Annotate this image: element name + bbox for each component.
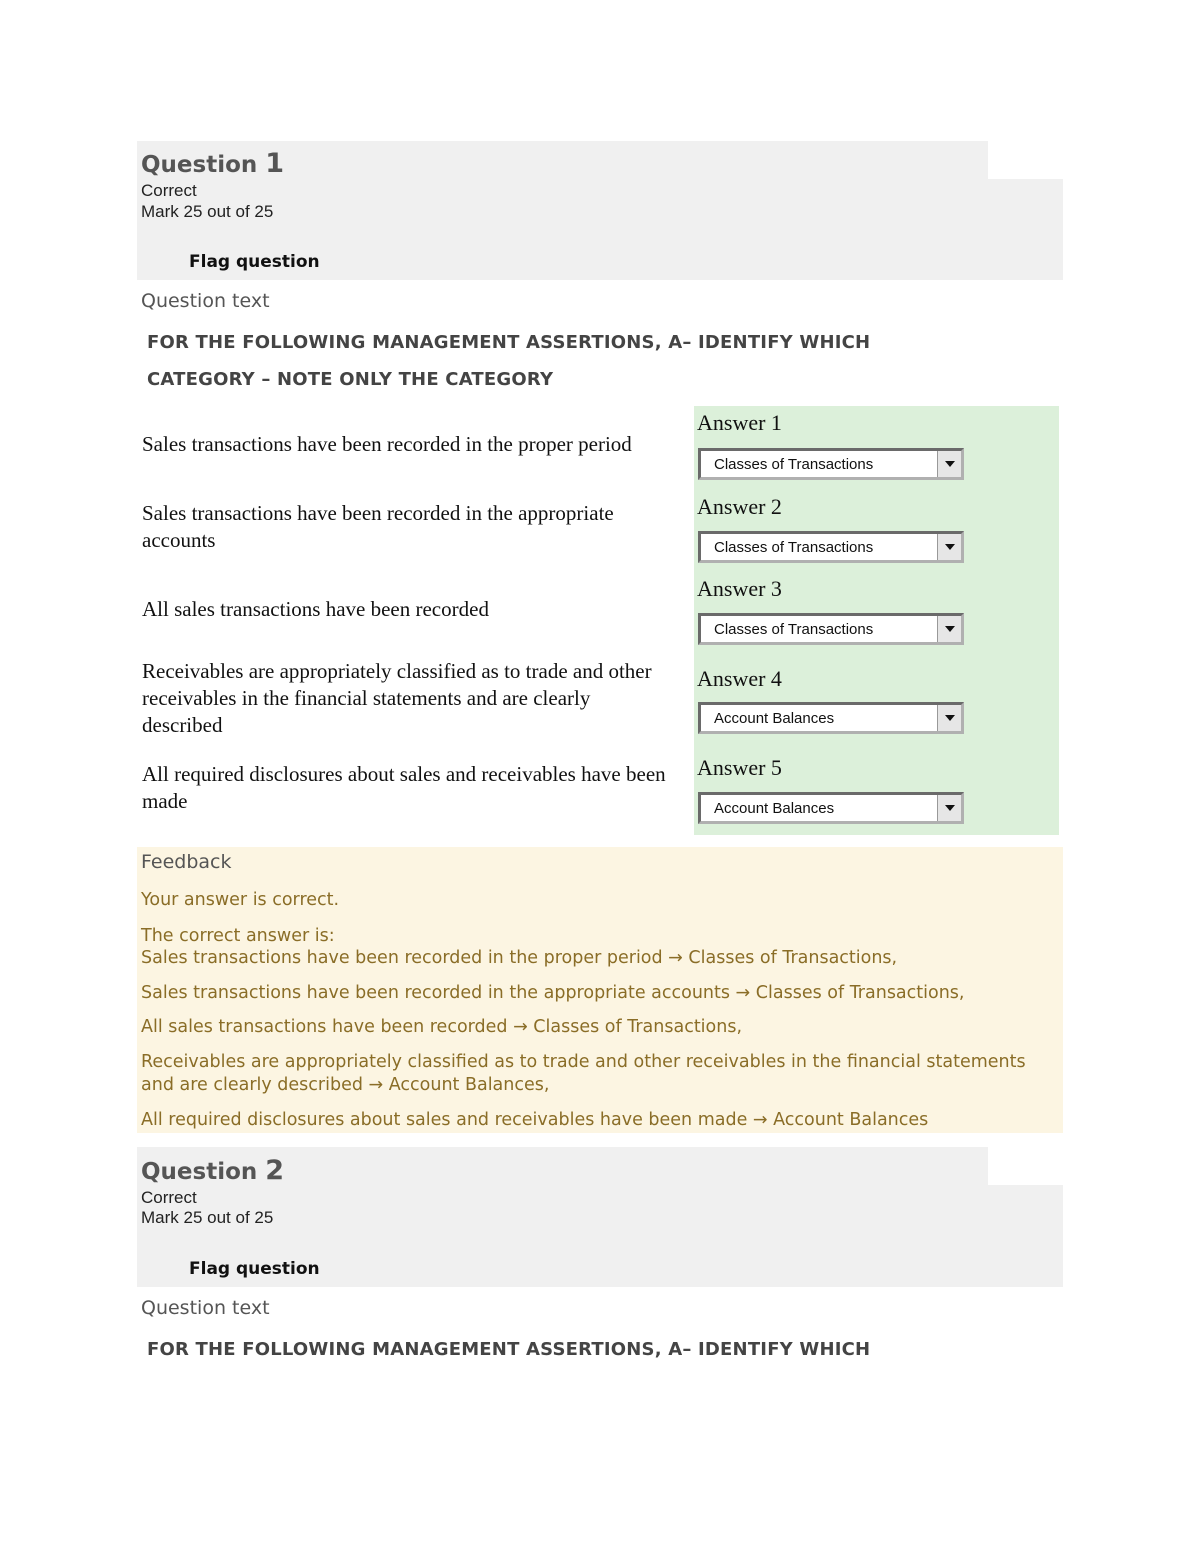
question-1-instruction-line-1: FOR THE FOLLOWING MANAGEMENT ASSERTIONS, A– IDENTIFY WHICH <box>147 332 871 353</box>
answer-2-selected-value: Classes of Transactions <box>714 538 874 556</box>
answer-5-select[interactable] <box>698 792 964 824</box>
question-2-mark: Mark 25 out of 25 <box>141 1208 274 1227</box>
stem-1: Sales transactions have been recorded in the proper period <box>142 432 632 456</box>
answer-4-select[interactable] <box>698 702 964 734</box>
answer-2-select[interactable] <box>698 531 964 563</box>
question-1-title: Question 1 <box>141 148 285 179</box>
feedback-line-4: Receivables are appropriately classified as to trade and other receivables in the financial statements and are clearly described → Account Balances, <box>141 1052 1026 1095</box>
question-1-state: Correct <box>141 181 197 200</box>
chevron-down-icon[interactable] <box>937 534 961 560</box>
feedback-line-3: All sales transactions have been recorded → Classes of Transactions, <box>141 1017 743 1037</box>
feedback-result: Your answer is correct. <box>141 890 340 910</box>
answer-4-selected-value: Account Balances <box>714 709 835 727</box>
feedback-label: Feedback <box>141 851 232 873</box>
feedback-line-2: Sales transactions have been recorded in the appropriate accounts → Classes of Transactions, <box>141 983 965 1003</box>
answer-2-label: Answer 2 <box>697 494 782 519</box>
answer-1-label: Answer 1 <box>697 410 782 435</box>
answer-5-label: Answer 5 <box>697 755 782 780</box>
question-2-flag-button[interactable]: Flag question <box>189 1259 320 1279</box>
stem-2: Sales transactions have been recorded in the appropriate accounts <box>142 501 614 552</box>
answer-3-selected-value: Classes of Transactions <box>714 620 874 638</box>
chevron-down-icon[interactable] <box>937 616 961 642</box>
answer-3-select[interactable] <box>698 613 964 645</box>
feedback-line-1: Sales transactions have been recorded in the proper period → Classes of Transactions, <box>141 948 898 968</box>
stem-3: All sales transactions have been recorded <box>142 597 489 621</box>
feedback-line-5: All required disclosures about sales and receivables have been made → Account Balances <box>141 1110 929 1130</box>
stem-4: Receivables are appropriately classified as to trade and other receivables in the financial statements and are clearly described <box>142 659 652 737</box>
stem-5: All required disclosures about sales and receivables have been made <box>142 762 666 813</box>
question-2-instruction-line-1: FOR THE FOLLOWING MANAGEMENT ASSERTIONS, A– IDENTIFY WHICH <box>147 1339 871 1360</box>
question-1-number: 1 <box>265 148 285 179</box>
question-2-text-label: Question text <box>141 1297 270 1319</box>
feedback-intro: The correct answer is: <box>141 926 335 946</box>
chevron-down-icon[interactable] <box>937 451 961 477</box>
question-1-mark: Mark 25 out of 25 <box>141 202 274 221</box>
question-2-number: 2 <box>265 1155 285 1186</box>
answer-1-selected-value: Classes of Transactions <box>714 455 874 473</box>
question-2-title: Question 2 <box>141 1155 285 1186</box>
chevron-down-icon[interactable] <box>937 705 961 731</box>
answer-5-selected-value: Account Balances <box>714 799 835 817</box>
answer-1-select[interactable] <box>698 448 964 480</box>
question-1-flag-button[interactable]: Flag question <box>189 252 320 272</box>
question-1-text-label: Question text <box>141 290 270 312</box>
answer-4-label: Answer 4 <box>697 666 782 691</box>
question-2-state: Correct <box>141 1188 197 1207</box>
answer-3-label: Answer 3 <box>697 576 782 601</box>
question-1-instruction-line-2: CATEGORY – NOTE ONLY THE CATEGORY <box>147 369 554 390</box>
chevron-down-icon[interactable] <box>937 795 961 821</box>
